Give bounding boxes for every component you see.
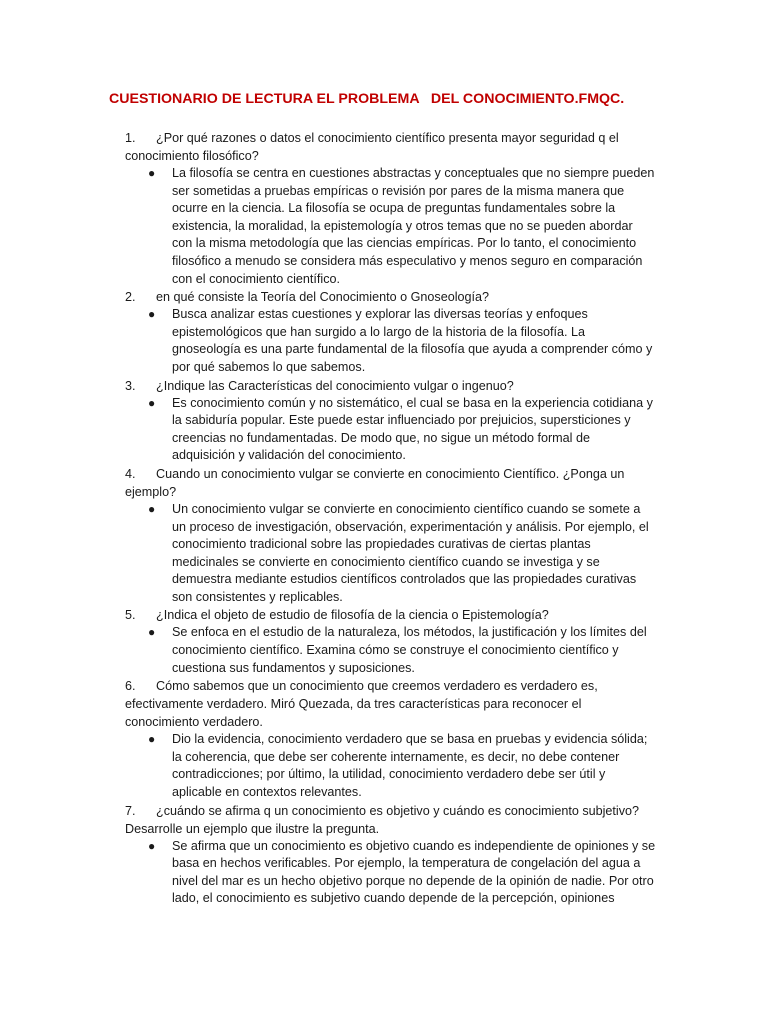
answer-text: La filosofía se centra en cuestiones abstractas y conceptuales que no siempre pueden ser sometidas a pruebas empíricas o revisión por pares de la misma manera que ocurre en la ciencia. La filosofía se ocupa de preguntas fundamentales sobre la existencia, la moralidad, la epistemología y otros temas que no se pueden abordar con la misma metodología que las ciencias empíricas. Por lo tanto, el conocimiento filosófico a menudo se considera más especulativo y menos seguro en comparación con el conocimiento científico.	[172, 166, 655, 286]
question-text	[125, 677, 656, 731]
answer-list	[125, 624, 656, 677]
answer-text: Un conocimiento vulgar se convierte en conocimiento científico cuando se somete a un proceso de investigación, observación, experimentación y análisis. Por ejemplo, el conocimiento tradicional sobre las propiedades curativas de ciertas plantas medicinales se convierte en conocimiento científico cuando se investiga y se demuestra mediante estudios científicos controlados que las propiedades curativas son consistentes y replicables.	[172, 501, 649, 604]
question-label: Cuando un conocimiento vulgar se convierte en conocimiento Científico. ¿Ponga un ejemplo?	[125, 466, 625, 499]
answer-item	[148, 501, 656, 607]
bullet-icon: ●	[148, 307, 156, 322]
answer-item	[148, 838, 656, 908]
question-number: 4.	[125, 466, 136, 481]
document-title: CUESTIONARIO DE LECTURA EL PROBLEMA DEL CONOCIMIENTO.FMQC.	[109, 91, 625, 107]
question-text	[125, 606, 656, 624]
question-label: ¿Indica el objeto de estudio de filosofía de la ciencia o Epistemología?	[156, 608, 549, 623]
answer-item	[148, 165, 656, 288]
question-text	[125, 465, 656, 501]
question-item-2	[125, 288, 656, 376]
answer-item	[148, 395, 656, 465]
question-item-6	[125, 677, 656, 801]
question-label: en qué consiste la Teoría del Conocimiento o Gnoseología?	[156, 290, 490, 305]
answer-text: Se enfoca en el estudio de la naturaleza, los métodos, la justificación y los límites del conocimiento científico. Examina cómo se construye el conocimiento científico y cuestiona sus fundamentos y suposiciones.	[172, 625, 647, 675]
question-number: 2.	[125, 290, 136, 305]
answer-item	[148, 624, 656, 677]
question-text	[125, 802, 656, 838]
answer-list	[125, 731, 656, 801]
question-item-3	[125, 377, 656, 465]
bullet-icon: ●	[148, 732, 156, 747]
question-item-5	[125, 606, 656, 677]
question-item-7	[125, 802, 656, 908]
bullet-icon: ●	[148, 625, 156, 640]
question-number: 7.	[125, 803, 136, 818]
answer-text: Busca analizar estas cuestiones y explorar las diversas teorías y enfoques epistemológicos que han surgido a lo largo de la historia de la filosofía. La gnoseología es una parte fundamental de la filosofía que ayuda a comprender cómo y por qué sabemos lo que sabemos.	[172, 307, 653, 374]
question-label: ¿Por qué razones o datos el conocimiento científico presenta mayor seguridad q el conocimiento filosófico?	[125, 131, 619, 163]
answer-list	[125, 395, 656, 465]
question-number: 3.	[125, 378, 136, 393]
bullet-icon: ●	[148, 395, 156, 410]
bullet-icon: ●	[148, 838, 156, 853]
question-text	[125, 377, 656, 395]
bullet-icon: ●	[148, 166, 156, 180]
answer-list	[125, 306, 656, 376]
bullet-icon: ●	[148, 501, 156, 516]
question-label: Cómo sabemos que un conocimiento que creemos verdadero es verdadero es, efectivamente verdadero. Miró Quezada, da tres características para reconocer el conocimiento verdadero.	[125, 679, 598, 730]
question-text	[125, 288, 656, 306]
question-label: ¿cuándo se afirma q un conocimiento es objetivo y cuándo es conocimiento subjetivo? Desarrolle un ejemplo que ilustre la pregunta.	[125, 803, 640, 836]
answer-text: Se afirma que un conocimiento es objetivo cuando es independiente de opiniones y se basa en hechos verificables. Por ejemplo, la temperatura de congelación del agua a nivel del mar es un hecho objetivo porque no depende de la opinión de nadie. Por otro lado, el conocimiento es subjetivo cuando depende de la percepción, opiniones	[172, 838, 656, 906]
question-number: 6.	[125, 679, 136, 694]
question-number: 1.	[125, 131, 136, 145]
question-number: 5.	[125, 608, 136, 623]
answer-text: Dio la evidencia, conocimiento verdadero que se basa en pruebas y evidencia sólida; la coherencia, que debe ser coherente internamente, es decir, no debe contener contradicciones; por último, la utilidad, conocimiento verdadero debe ser útil y aplicable en contextos relevantes.	[172, 732, 648, 800]
question-item-1	[125, 129, 656, 288]
question-item-4	[125, 465, 656, 607]
question-text	[125, 129, 656, 165]
answer-list	[125, 838, 656, 908]
answer-text: Es conocimiento común y no sistemático, el cual se basa en la experiencia cotidiana y la sabiduría popular. Este puede estar influenciado por prejuicios, supersticiones y creencias no fundamentadas. De modo que, no sigue un método formal de adquisición y validación del conocimiento.	[172, 395, 653, 463]
answer-list	[125, 165, 656, 288]
answer-item	[148, 731, 656, 801]
answer-list	[125, 501, 656, 607]
question-label: ¿Indique las Características del conocimiento vulgar o ingenuo?	[156, 378, 514, 393]
answer-item	[148, 306, 656, 376]
